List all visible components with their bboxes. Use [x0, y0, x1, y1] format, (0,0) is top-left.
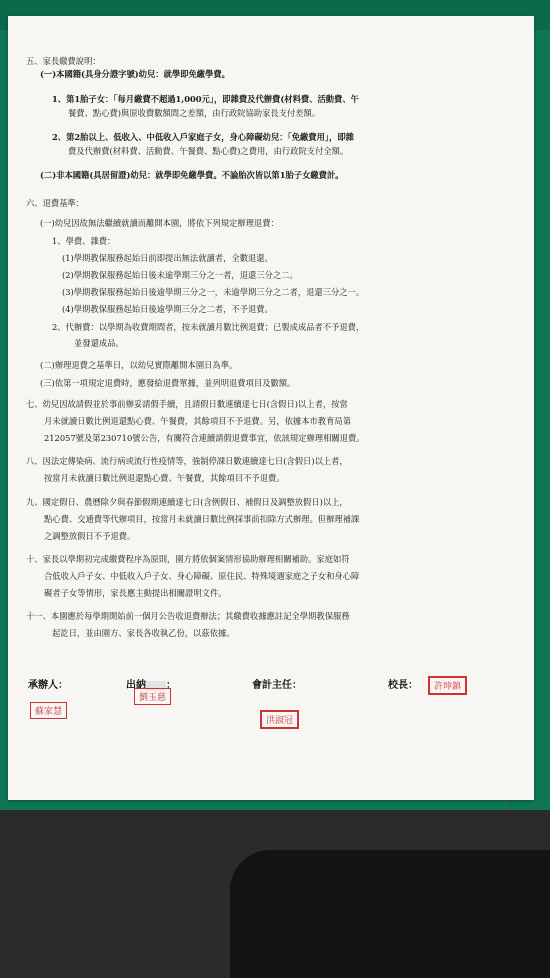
section7-line1: 七、幼兒因故請假並於事前辦妥請假手續，且請假日數連續達七日(含假日)以上者，按當	[26, 399, 348, 409]
section6-item-a1-1: (1)學期教保服務起始日前即提出無法就讀者，全數退還。	[62, 253, 273, 263]
section11-line1: 十一、本園應於每學期開始前一個月公告收退費辦法；其繳費收據應註記全學期教保服務	[26, 611, 350, 621]
section6-item-c: (三)依第一項規定退費時，應發給退費單據，並列明退費項目及數額。	[40, 378, 296, 388]
principal-stamp: 許坤鎮	[428, 676, 467, 695]
cashier-label-colon: ：	[166, 680, 176, 691]
section5-title: 五、家長繳費說明：	[26, 56, 101, 66]
section11-line2: 起訖日，並由園方、家長各收執乙份，以茲依據。	[52, 628, 235, 638]
section10-line2: 合低收入戶子女、中低收入戶子女、身心障礙、原住民、特殊境遇家庭之子女和身心障	[44, 571, 360, 581]
section6-item-a1-3: (3)學期教保服務起始日後逾學期三分之一，未逾學期三分之二者，退還三分之一。	[62, 287, 365, 297]
section6-title: 六、退費基準：	[26, 198, 85, 208]
section10-line3: 礙者子女等情形，家長應主動提出相關證明文件。	[44, 588, 227, 598]
cashier-stamp: 劉玉慈	[134, 688, 171, 705]
handler-label: 承辦人：	[28, 680, 68, 691]
handler-stamp: 蘇家慧	[30, 702, 67, 719]
section8-line2: 按當月未就讀日數比例退還點心費、午餐費，其餘項目不予退費。	[44, 473, 285, 483]
section10-line1: 十、家長以學期初完成繳費程序為原則，園方將依個案情形協助辦理相關補助。家庭如符	[26, 554, 350, 564]
section6-item-a1-4: (4)學期教保服務起始日後逾學期三分之二者，不予退費。	[62, 304, 273, 314]
accountant-stamp: 洪淑冠	[260, 710, 299, 729]
section6-item-a: (一)幼兒因故無法繼續就讀而離開本園，將依下列規定辦理退費：	[40, 218, 279, 228]
section5-item1-2a: 2、第2胎以上、低收入、中低收入戶家庭子女，身心障礙幼兒：「免繳費用」，即雜	[52, 132, 354, 142]
section7-line2: 月未就讀日數比例退還點心費、午餐費，其餘項目不予退費。另，依據本市教育局第	[44, 416, 351, 426]
section6-item-a1: 1、學費、雜費：	[52, 236, 116, 246]
section5-item1-2b: 費及代辦費(材料費、活動費、午餐費、點心費)之費用，由行政院支付全額。	[68, 146, 349, 156]
section9-line1: 九、國定假日、農曆除夕與春節假期連續達七日(含例假日、補假日及調整放假日)以上，	[26, 497, 348, 507]
section6-item-a2a: 2、代辦費：以學期為收費期間者，按未就讀月數比例退費；已製成成品者不予退費，	[52, 322, 365, 332]
section9-line2: 點心費、交通費等代辦項目，按當月未就讀日數比例採事前扣除方式辦理。但辦理補課	[44, 514, 360, 524]
document-page	[8, 16, 534, 809]
cashier-label-text: 出納	[126, 680, 146, 691]
accountant-label: 會計主任：	[252, 680, 302, 691]
section7-line3: 212057號及第230710號公告，有關符合連續請假退費事宜，依該規定辦理相關退費。	[44, 433, 365, 443]
section5-item1-1a: 1、第1胎子女：「每月繳費不超過1,000元」，即雜費及代辦費(材料費、活動費、午	[52, 94, 359, 104]
section9-line3: 之調整放假日不予退費。	[44, 531, 136, 541]
section8-line1: 八、因法定傳染病、流行病或流行性疫情等，強制停課日數連續達七日(含假日)以上者，	[26, 456, 348, 466]
section5-item1: (一)本國籍(具身分證字號)幼兒：就學即免繳學費。	[40, 69, 230, 79]
section6-item-b: (二)辦理退費之基準日，以幼兒實際離開本園日為準。	[40, 360, 238, 370]
section6-item-a2b: 並發還成品。	[74, 338, 124, 348]
section6-item-a1-2: (2)學期教保服務起始日後未逾學期三分之一者，退還三分之二。	[62, 270, 298, 280]
principal-label: 校長：	[388, 680, 418, 691]
page-number: 2	[508, 800, 514, 809]
desk-shadow	[230, 850, 550, 978]
section5-item2: (二)非本國籍(具居留證)幼兒：就學即免繳學費。不論胎次皆以第1胎子女繳費計。	[40, 170, 344, 180]
section5-item1-1b: 餐費、點心費)與原收費數額間之差額，由行政院協助家長支付差額。	[68, 108, 321, 118]
